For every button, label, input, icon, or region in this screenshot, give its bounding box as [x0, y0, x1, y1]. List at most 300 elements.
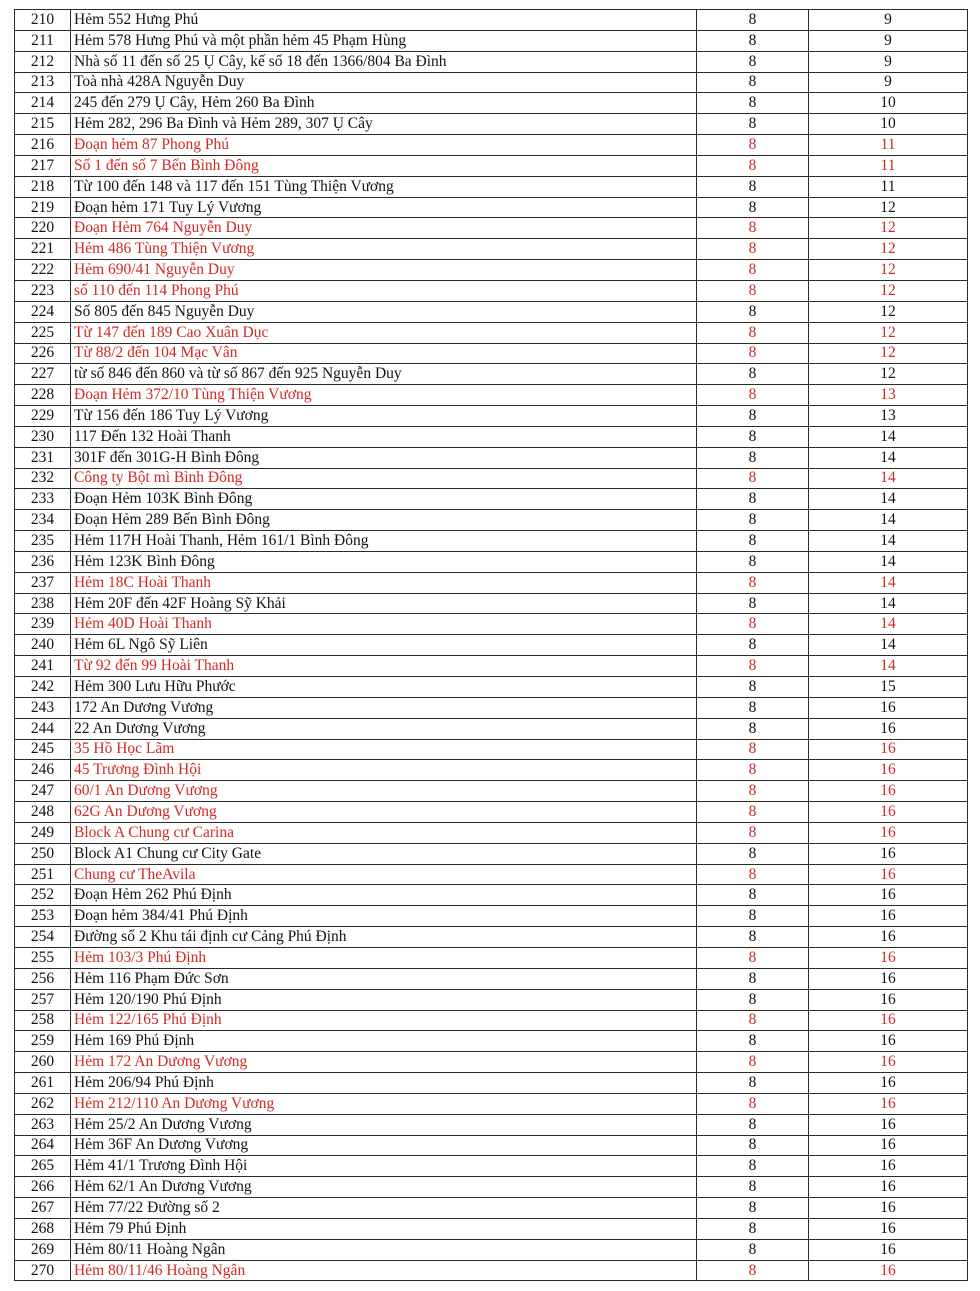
table-row	[15, 551, 968, 572]
value-b-cell: 12	[809, 343, 968, 364]
table-row	[15, 385, 968, 406]
row-number-cell: 269	[15, 1239, 71, 1260]
value-b-cell: 16	[809, 1177, 968, 1198]
value-b-cell: 16	[809, 1114, 968, 1135]
location-name-cell: Hẻm 486 Tùng Thiện Vương	[71, 239, 697, 260]
location-name-cell: Hẻm 172 An Dương Vương	[71, 1052, 697, 1073]
location-name-cell: 22 An Dương Vương	[71, 718, 697, 739]
value-a-cell: 8	[697, 1052, 809, 1073]
table-row	[15, 1239, 968, 1260]
value-a-cell: 8	[697, 551, 809, 572]
value-b-cell: 16	[809, 1073, 968, 1094]
value-b-cell: 16	[809, 927, 968, 948]
location-name-cell: Hẻm 206/94 Phú Định	[71, 1073, 697, 1094]
table-row	[15, 218, 968, 239]
value-b-cell: 9	[809, 51, 968, 72]
table-row	[15, 1198, 968, 1219]
row-number-cell: 267	[15, 1198, 71, 1219]
row-number-cell: 241	[15, 656, 71, 677]
row-number-cell: 261	[15, 1073, 71, 1094]
location-name-cell: Nhà số 11 đến số 25 Ụ Cây, kế số 18 đến 1366/804 Ba Đình	[71, 51, 697, 72]
location-name-cell: 45 Trương Đình Hội	[71, 760, 697, 781]
location-name-cell: 117 Đến 132 Hoài Thanh	[71, 426, 697, 447]
value-b-cell: 16	[809, 781, 968, 802]
value-b-cell: 16	[809, 1135, 968, 1156]
row-number-cell: 229	[15, 406, 71, 427]
value-a-cell: 8	[697, 72, 809, 93]
location-name-cell: Đoạn Hẻm 262 Phú Định	[71, 885, 697, 906]
value-b-cell: 12	[809, 301, 968, 322]
value-b-cell: 16	[809, 802, 968, 823]
table-row	[15, 1260, 968, 1281]
value-a-cell: 8	[697, 135, 809, 156]
value-b-cell: 16	[809, 760, 968, 781]
value-b-cell: 16	[809, 1156, 968, 1177]
table-row	[15, 280, 968, 301]
value-b-cell: 14	[809, 614, 968, 635]
value-a-cell: 8	[697, 760, 809, 781]
row-number-cell: 255	[15, 947, 71, 968]
value-b-cell: 14	[809, 635, 968, 656]
location-name-cell: Hẻm 578 Hưng Phú và một phần hẻm 45 Phạm Hùng	[71, 30, 697, 51]
row-number-cell: 247	[15, 781, 71, 802]
value-b-cell: 14	[809, 531, 968, 552]
location-name-cell: Đoạn hẻm 171 Tuy Lý Vương	[71, 197, 697, 218]
value-b-cell: 16	[809, 1093, 968, 1114]
value-b-cell: 12	[809, 364, 968, 385]
table-row	[15, 1052, 968, 1073]
row-number-cell: 246	[15, 760, 71, 781]
row-number-cell: 244	[15, 718, 71, 739]
value-b-cell: 16	[809, 739, 968, 760]
location-name-cell: Hẻm 41/1 Trương Đình Hội	[71, 1156, 697, 1177]
value-a-cell: 8	[697, 93, 809, 114]
row-number-cell: 238	[15, 593, 71, 614]
table-row	[15, 489, 968, 510]
row-number-cell: 226	[15, 343, 71, 364]
table-row	[15, 802, 968, 823]
value-a-cell: 8	[697, 1239, 809, 1260]
location-name-cell: 301F đến 301G-H Bình Đông	[71, 447, 697, 468]
location-name-cell: Số 805 đến 845 Nguyễn Duy	[71, 301, 697, 322]
value-a-cell: 8	[697, 489, 809, 510]
value-a-cell: 8	[697, 10, 809, 31]
table-row	[15, 906, 968, 927]
row-number-cell: 248	[15, 802, 71, 823]
location-name-cell: Hẻm 690/41 Nguyễn Duy	[71, 260, 697, 281]
table-row	[15, 135, 968, 156]
value-b-cell: 16	[809, 822, 968, 843]
location-name-cell: Hẻm 123K Bình Đông	[71, 551, 697, 572]
value-b-cell: 9	[809, 30, 968, 51]
value-a-cell: 8	[697, 1135, 809, 1156]
value-b-cell: 12	[809, 280, 968, 301]
value-b-cell: 12	[809, 322, 968, 343]
location-name-cell: Chung cư TheAvila	[71, 864, 697, 885]
value-b-cell: 16	[809, 989, 968, 1010]
table-row	[15, 989, 968, 1010]
table-row	[15, 51, 968, 72]
value-b-cell: 16	[809, 697, 968, 718]
table-row	[15, 864, 968, 885]
value-a-cell: 8	[697, 614, 809, 635]
table-row	[15, 406, 968, 427]
value-a-cell: 8	[697, 155, 809, 176]
row-number-cell: 263	[15, 1114, 71, 1135]
value-b-cell: 9	[809, 72, 968, 93]
value-a-cell: 8	[697, 510, 809, 531]
location-name-cell: Đoạn Hẻm 372/10 Tùng Thiện Vương	[71, 385, 697, 406]
value-b-cell: 13	[809, 385, 968, 406]
value-a-cell: 8	[697, 697, 809, 718]
table-row	[15, 1177, 968, 1198]
row-number-cell: 251	[15, 864, 71, 885]
value-a-cell: 8	[697, 572, 809, 593]
row-number-cell: 243	[15, 697, 71, 718]
location-name-cell: Hẻm 79 Phú Định	[71, 1218, 697, 1239]
value-a-cell: 8	[697, 176, 809, 197]
value-b-cell: 16	[809, 1031, 968, 1052]
table-row	[15, 1093, 968, 1114]
value-b-cell: 16	[809, 864, 968, 885]
row-number-cell: 262	[15, 1093, 71, 1114]
location-name-cell: Từ 88/2 đến 104 Mạc Vân	[71, 343, 697, 364]
value-b-cell: 14	[809, 656, 968, 677]
value-a-cell: 8	[697, 1177, 809, 1198]
row-number-cell: 213	[15, 72, 71, 93]
table-row	[15, 301, 968, 322]
location-name-cell: Hẻm 169 Phú Định	[71, 1031, 697, 1052]
value-b-cell: 13	[809, 406, 968, 427]
location-name-cell: Hẻm 103/3 Phú Định	[71, 947, 697, 968]
value-a-cell: 8	[697, 1218, 809, 1239]
row-number-cell: 211	[15, 30, 71, 51]
table-row	[15, 1073, 968, 1094]
value-b-cell: 14	[809, 510, 968, 531]
location-name-cell: Hẻm 77/22 Đường số 2	[71, 1198, 697, 1219]
table-row	[15, 1156, 968, 1177]
table-row	[15, 510, 968, 531]
value-b-cell: 10	[809, 93, 968, 114]
value-a-cell: 8	[697, 802, 809, 823]
value-a-cell: 8	[697, 927, 809, 948]
table-row	[15, 739, 968, 760]
table-row	[15, 822, 968, 843]
value-a-cell: 8	[697, 1093, 809, 1114]
row-number-cell: 270	[15, 1260, 71, 1281]
table-row	[15, 718, 968, 739]
row-number-cell: 257	[15, 989, 71, 1010]
value-a-cell: 8	[697, 114, 809, 135]
location-name-cell: số 110 đến 114 Phong Phú	[71, 280, 697, 301]
row-number-cell: 266	[15, 1177, 71, 1198]
value-b-cell: 16	[809, 718, 968, 739]
row-number-cell: 254	[15, 927, 71, 948]
table-row	[15, 1114, 968, 1135]
value-b-cell: 16	[809, 1010, 968, 1031]
row-number-cell: 259	[15, 1031, 71, 1052]
location-name-cell: Hẻm 552 Hưng Phú	[71, 10, 697, 31]
value-b-cell: 16	[809, 1260, 968, 1281]
table-row	[15, 781, 968, 802]
table-row	[15, 656, 968, 677]
row-number-cell: 242	[15, 677, 71, 698]
location-name-cell: Đoạn Hẻm 103K Bình Đông	[71, 489, 697, 510]
value-a-cell: 8	[697, 239, 809, 260]
row-number-cell: 220	[15, 218, 71, 239]
value-a-cell: 8	[697, 343, 809, 364]
value-a-cell: 8	[697, 531, 809, 552]
value-b-cell: 12	[809, 197, 968, 218]
location-name-cell: 62G An Dương Vương	[71, 802, 697, 823]
table-row	[15, 93, 968, 114]
value-b-cell: 14	[809, 426, 968, 447]
table-row	[15, 468, 968, 489]
row-number-cell: 265	[15, 1156, 71, 1177]
table-row	[15, 885, 968, 906]
location-name-cell: Hẻm 18C Hoài Thanh	[71, 572, 697, 593]
row-number-cell: 249	[15, 822, 71, 843]
table-row	[15, 677, 968, 698]
value-a-cell: 8	[697, 426, 809, 447]
row-number-cell: 227	[15, 364, 71, 385]
row-number-cell: 228	[15, 385, 71, 406]
row-number-cell: 260	[15, 1052, 71, 1073]
row-number-cell: 225	[15, 322, 71, 343]
value-b-cell: 14	[809, 551, 968, 572]
value-b-cell: 11	[809, 176, 968, 197]
row-number-cell: 237	[15, 572, 71, 593]
table-body	[15, 10, 968, 1281]
table-row	[15, 843, 968, 864]
table-row	[15, 927, 968, 948]
value-a-cell: 8	[697, 593, 809, 614]
value-a-cell: 8	[697, 864, 809, 885]
row-number-cell: 239	[15, 614, 71, 635]
table-row	[15, 635, 968, 656]
location-name-cell: Toà nhà 428A Nguyễn Duy	[71, 72, 697, 93]
table-row	[15, 30, 968, 51]
table-row	[15, 114, 968, 135]
location-name-cell: Từ 156 đến 186 Tuy Lý Vương	[71, 406, 697, 427]
row-number-cell: 230	[15, 426, 71, 447]
location-name-cell: Từ 100 đến 148 và 117 đến 151 Tùng Thiện Vương	[71, 176, 697, 197]
row-number-cell: 245	[15, 739, 71, 760]
value-a-cell: 8	[697, 260, 809, 281]
table-row	[15, 260, 968, 281]
value-b-cell: 15	[809, 677, 968, 698]
value-a-cell: 8	[697, 364, 809, 385]
row-number-cell: 214	[15, 93, 71, 114]
value-b-cell: 16	[809, 947, 968, 968]
table-row	[15, 72, 968, 93]
row-number-cell: 268	[15, 1218, 71, 1239]
location-name-cell: Đoạn hẻm 384/41 Phú Định	[71, 906, 697, 927]
row-number-cell: 250	[15, 843, 71, 864]
location-name-cell: 172 An Dương Vương	[71, 697, 697, 718]
row-number-cell: 236	[15, 551, 71, 572]
value-b-cell: 11	[809, 155, 968, 176]
location-name-cell: Block A Chung cư Carina	[71, 822, 697, 843]
row-number-cell: 219	[15, 197, 71, 218]
value-a-cell: 8	[697, 1073, 809, 1094]
location-name-cell: Đoạn Hẻm 764 Nguyễn Duy	[71, 218, 697, 239]
value-b-cell: 12	[809, 260, 968, 281]
table-row	[15, 968, 968, 989]
row-number-cell: 253	[15, 906, 71, 927]
table-row	[15, 1135, 968, 1156]
location-name-cell: Hẻm 282, 296 Ba Đình và Hẻm 289, 307 Ụ Cây	[71, 114, 697, 135]
location-name-cell: Hẻm 62/1 An Dương Vương	[71, 1177, 697, 1198]
row-number-cell: 232	[15, 468, 71, 489]
value-a-cell: 8	[697, 635, 809, 656]
value-a-cell: 8	[697, 1010, 809, 1031]
value-a-cell: 8	[697, 906, 809, 927]
table-row	[15, 10, 968, 31]
table-row	[15, 531, 968, 552]
value-b-cell: 14	[809, 593, 968, 614]
row-number-cell: 231	[15, 447, 71, 468]
location-name-cell: Hẻm 36F An Dương Vương	[71, 1135, 697, 1156]
location-name-cell: Hẻm 116 Phạm Đức Sơn	[71, 968, 697, 989]
table-row	[15, 343, 968, 364]
value-a-cell: 8	[697, 968, 809, 989]
location-name-cell: Hẻm 6L Ngô Sỹ Liên	[71, 635, 697, 656]
location-name-cell: Block A1 Chung cư City Gate	[71, 843, 697, 864]
value-a-cell: 8	[697, 1260, 809, 1281]
value-a-cell: 8	[697, 781, 809, 802]
row-number-cell: 216	[15, 135, 71, 156]
value-a-cell: 8	[697, 1198, 809, 1219]
table-row	[15, 760, 968, 781]
row-number-cell: 218	[15, 176, 71, 197]
location-name-cell: 245 đến 279 Ụ Cây, Hẻm 260 Ba Đình	[71, 93, 697, 114]
value-b-cell: 14	[809, 572, 968, 593]
table-row	[15, 426, 968, 447]
value-a-cell: 8	[697, 468, 809, 489]
row-number-cell: 222	[15, 260, 71, 281]
row-number-cell: 210	[15, 10, 71, 31]
row-number-cell: 233	[15, 489, 71, 510]
location-name-cell: Hẻm 40D Hoài Thanh	[71, 614, 697, 635]
table-row	[15, 447, 968, 468]
table-row	[15, 1031, 968, 1052]
value-b-cell: 16	[809, 1239, 968, 1260]
value-a-cell: 8	[697, 885, 809, 906]
value-a-cell: 8	[697, 947, 809, 968]
location-name-cell: Hẻm 122/165 Phú Định	[71, 1010, 697, 1031]
value-b-cell: 11	[809, 135, 968, 156]
value-a-cell: 8	[697, 677, 809, 698]
row-number-cell: 215	[15, 114, 71, 135]
value-a-cell: 8	[697, 280, 809, 301]
value-b-cell: 14	[809, 447, 968, 468]
table-row	[15, 239, 968, 260]
row-number-cell: 235	[15, 531, 71, 552]
table-row	[15, 1010, 968, 1031]
location-name-cell: Hẻm 300 Lưu Hữu Phước	[71, 677, 697, 698]
location-name-cell: Hẻm 80/11 Hoàng Ngân	[71, 1239, 697, 1260]
value-b-cell: 10	[809, 114, 968, 135]
row-number-cell: 240	[15, 635, 71, 656]
table-row	[15, 947, 968, 968]
location-name-cell: Đường số 2 Khu tái định cư Cảng Phú Định	[71, 927, 697, 948]
value-b-cell: 16	[809, 1052, 968, 1073]
location-name-cell: 35 Hồ Học Lãm	[71, 739, 697, 760]
location-name-cell: Hẻm 117H Hoài Thanh, Hẻm 161/1 Bình Đông	[71, 531, 697, 552]
value-a-cell: 8	[697, 322, 809, 343]
row-number-cell: 224	[15, 301, 71, 322]
value-a-cell: 8	[697, 30, 809, 51]
row-number-cell: 223	[15, 280, 71, 301]
table-row	[15, 155, 968, 176]
value-a-cell: 8	[697, 197, 809, 218]
table-row	[15, 572, 968, 593]
location-name-cell: Hẻm 120/190 Phú Định	[71, 989, 697, 1010]
table-row	[15, 364, 968, 385]
value-b-cell: 16	[809, 1198, 968, 1219]
table-row	[15, 1218, 968, 1239]
value-a-cell: 8	[697, 385, 809, 406]
value-b-cell: 16	[809, 968, 968, 989]
row-number-cell: 258	[15, 1010, 71, 1031]
value-b-cell: 14	[809, 489, 968, 510]
value-a-cell: 8	[697, 718, 809, 739]
value-b-cell: 9	[809, 10, 968, 31]
value-a-cell: 8	[697, 406, 809, 427]
table-row	[15, 176, 968, 197]
location-name-cell: Hẻm 80/11/46 Hoàng Ngân	[71, 1260, 697, 1281]
location-name-cell: Số 1 đến số 7 Bến Bình Đông	[71, 155, 697, 176]
location-name-cell: Từ 92 đến 99 Hoài Thanh	[71, 656, 697, 677]
value-a-cell: 8	[697, 1156, 809, 1177]
table-row	[15, 197, 968, 218]
row-number-cell: 256	[15, 968, 71, 989]
value-a-cell: 8	[697, 656, 809, 677]
row-number-cell: 221	[15, 239, 71, 260]
value-a-cell: 8	[697, 447, 809, 468]
row-number-cell: 217	[15, 155, 71, 176]
location-name-cell: từ số 846 đến 860 và từ số 867 đến 925 Nguyễn Duy	[71, 364, 697, 385]
location-name-cell: Hẻm 25/2 An Dương Vương	[71, 1114, 697, 1135]
row-number-cell: 264	[15, 1135, 71, 1156]
row-number-cell: 252	[15, 885, 71, 906]
row-number-cell: 212	[15, 51, 71, 72]
value-a-cell: 8	[697, 218, 809, 239]
table-row	[15, 322, 968, 343]
location-name-cell: Công ty Bột mì Bình Đông	[71, 468, 697, 489]
value-b-cell: 14	[809, 468, 968, 489]
row-number-cell: 234	[15, 510, 71, 531]
value-b-cell: 12	[809, 239, 968, 260]
location-name-cell: Hẻm 212/110 An Dương Vương	[71, 1093, 697, 1114]
location-name-cell: 60/1 An Dương Vương	[71, 781, 697, 802]
value-b-cell: 16	[809, 843, 968, 864]
value-a-cell: 8	[697, 1031, 809, 1052]
value-a-cell: 8	[697, 822, 809, 843]
value-b-cell: 16	[809, 885, 968, 906]
value-a-cell: 8	[697, 739, 809, 760]
value-b-cell: 16	[809, 906, 968, 927]
value-a-cell: 8	[697, 51, 809, 72]
value-a-cell: 8	[697, 1114, 809, 1135]
locations-table	[14, 9, 968, 1281]
location-name-cell: Từ 147 đến 189 Cao Xuân Dục	[71, 322, 697, 343]
value-a-cell: 8	[697, 843, 809, 864]
location-name-cell: Đoạn Hẻm 289 Bến Bình Đông	[71, 510, 697, 531]
table-row	[15, 614, 968, 635]
value-b-cell: 12	[809, 218, 968, 239]
